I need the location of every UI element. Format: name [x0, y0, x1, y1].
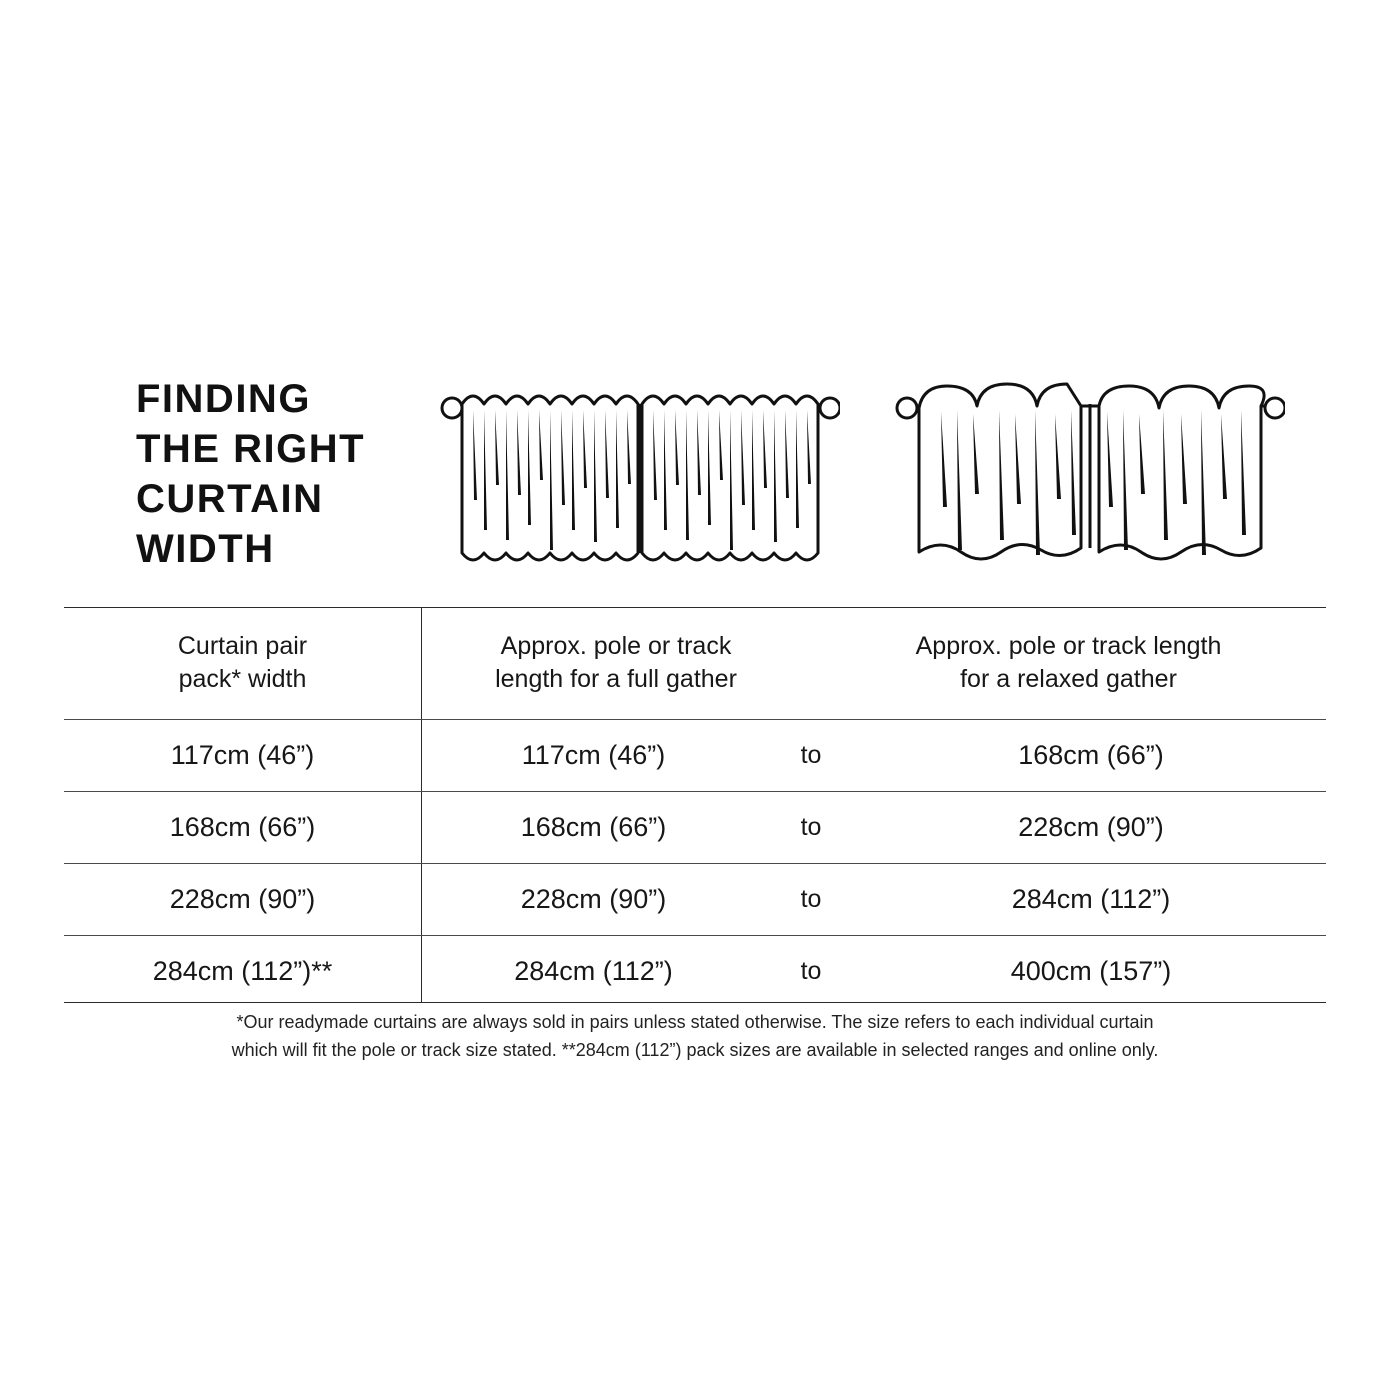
table-row [64, 864, 1326, 935]
table-header-relaxed-gather-line-1: Approx. pole or track length [915, 632, 1222, 660]
page-title-line-1: FINDING [136, 377, 311, 421]
cell-full-gather: 168cm (66”) [520, 812, 667, 842]
table-header-full-gather-line-2: length for a full gather [495, 665, 737, 693]
table-bottom-rule [64, 1002, 1326, 1003]
footnote-line-1: *Our readymade curtains are always sold in pairs unless stated otherwise. The size refers to each individual curtain [236, 1012, 1154, 1032]
table-header-pack-width [64, 607, 421, 719]
table-header-pack-width-line-1: Curtain pair [177, 632, 308, 660]
table-row [64, 936, 1326, 1007]
cell-relaxed-gather: 228cm (90”) [1018, 812, 1164, 842]
cell-connector: to [800, 885, 822, 913]
cell-relaxed-gather: 400cm (157”) [1010, 956, 1172, 986]
cell-full-gather: 284cm (112”) [514, 956, 673, 986]
table-header-row [64, 607, 1326, 719]
cell-connector: to [800, 741, 822, 769]
cell-relaxed-gather: 168cm (66”) [1018, 740, 1164, 770]
table-header-full-gather-line-1: Approx. pole or track [500, 632, 732, 660]
cell-connector: to [800, 813, 822, 841]
page-title-line-3: CURTAIN [136, 477, 324, 521]
cell-full-gather: 228cm (90”) [520, 884, 667, 914]
table-row [64, 720, 1326, 791]
cell-pack-width: 117cm (46”) [170, 740, 315, 770]
cell-full-gather: 117cm (46”) [521, 740, 666, 770]
cell-pack-width: 284cm (112”)** [152, 956, 333, 986]
page-title-line-2: THE RIGHT [136, 427, 366, 471]
table-header-relaxed-gather-line-2: for a relaxed gather [960, 665, 1177, 693]
cell-relaxed-gather: 284cm (112”) [1011, 884, 1171, 914]
cell-pack-width: 168cm (66”) [169, 812, 316, 842]
table-header-full-gather [421, 607, 811, 719]
curtain-relaxed-gather-illustration [895, 368, 1285, 588]
cell-connector: to [800, 957, 822, 985]
curtain-full-gather-illustration [440, 368, 840, 588]
table-row [64, 792, 1326, 863]
footnote-line-2: which will fit the pole or track size stated. **284cm (112”) pack sizes are available in selected ranges and online only. [231, 1040, 1159, 1060]
page-title-line-4: WIDTH [136, 527, 275, 571]
footnote [140, 1008, 1250, 1064]
table-header-pack-width-line-2: pack* width [178, 665, 307, 693]
page-title [136, 374, 436, 574]
table-header-relaxed-gather [811, 607, 1326, 719]
cell-pack-width: 228cm (90”) [169, 884, 316, 914]
